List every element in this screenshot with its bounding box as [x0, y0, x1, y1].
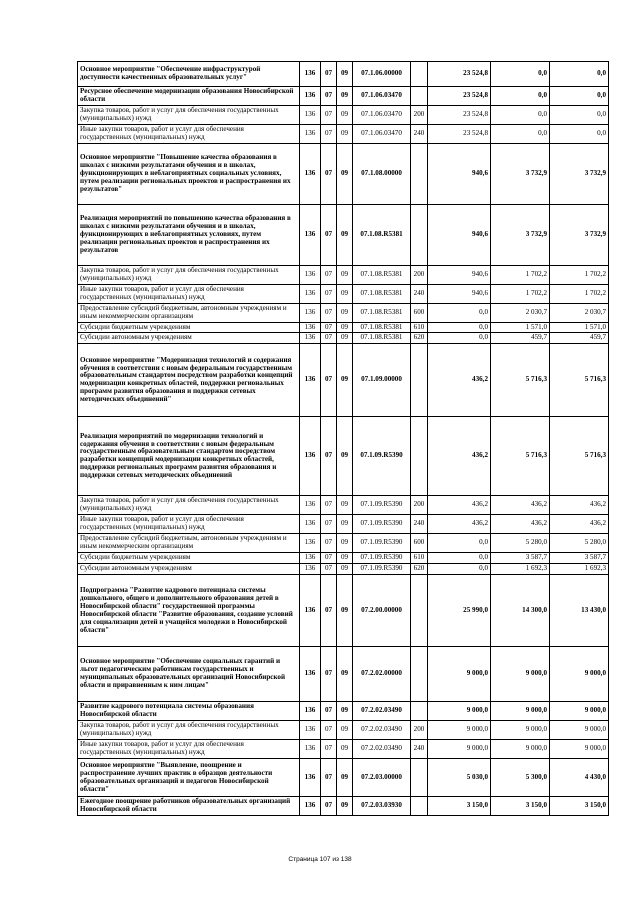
- section-code: 07: [321, 553, 337, 564]
- row-name: Субсидии бюджетным учреждениям: [78, 553, 300, 564]
- amount-year-1: 25 990,0: [428, 575, 491, 647]
- table-row: [78, 62, 609, 87]
- subsection-code: 09: [337, 721, 353, 740]
- table-row: [78, 702, 609, 721]
- amount-year-1: 0,0: [428, 553, 491, 564]
- amount-year-3: 1 571,0: [550, 322, 609, 333]
- target-article-code: 07.1.09.R5390: [353, 417, 411, 496]
- amount-year-1: 940,6: [428, 204, 491, 265]
- table-row: [78, 344, 609, 417]
- row-name: Подпрограмма "Развитие кадрового потенциала системы дошкольного, общего и дополнительного образования детей в Новосибирской области" государственной программы Новосибирской области "Развитие образования, создание условий для социализации детей и учащейся молодежи в Новосибирской области": [78, 575, 300, 647]
- table-row: [78, 124, 609, 143]
- expense-type-code: 200: [411, 265, 428, 284]
- amount-year-3: 9 000,0: [550, 647, 609, 702]
- subsection-code: 09: [337, 303, 353, 322]
- table-row: [78, 322, 609, 333]
- row-name: Иные закупки товаров, работ и услуг для обеспечения государственных (муниципальных) нужд: [78, 740, 300, 759]
- amount-year-2: 0,0: [491, 62, 550, 87]
- section-code: 07: [321, 740, 337, 759]
- expense-type-code: [411, 62, 428, 87]
- target-article-code: 07.1.09.R5390: [353, 515, 411, 534]
- ministry-code: 136: [300, 417, 321, 496]
- ministry-code: 136: [300, 647, 321, 702]
- amount-year-1: 9 000,0: [428, 740, 491, 759]
- table-row: [78, 534, 609, 553]
- section-code: 07: [321, 702, 337, 721]
- amount-year-2: 436,2: [491, 515, 550, 534]
- amount-year-1: 940,6: [428, 284, 491, 303]
- section-code: 07: [321, 344, 337, 417]
- ministry-code: 136: [300, 204, 321, 265]
- amount-year-1: 9 000,0: [428, 702, 491, 721]
- target-article-code: 07.2.02.03490: [353, 721, 411, 740]
- section-code: 07: [321, 303, 337, 322]
- subsection-code: 09: [337, 702, 353, 721]
- subsection-code: 09: [337, 417, 353, 496]
- amount-year-1: 0,0: [428, 333, 491, 344]
- table-row: [78, 496, 609, 515]
- section-code: 07: [321, 534, 337, 553]
- section-code: 07: [321, 204, 337, 265]
- row-name: Основное мероприятие "Модернизация технологий и содержания обучения в соответствии с новым федеральным государственным образовательным стандартом посредством разработки концепций модернизации конкретных областей, поддержки региональных программ развития образования и поддержки сетевых методических объединений": [78, 344, 300, 417]
- target-article-code: 07.1.08.R5381: [353, 204, 411, 265]
- amount-year-1: 436,2: [428, 496, 491, 515]
- ministry-code: 136: [300, 575, 321, 647]
- target-article-code: 07.1.08.R5381: [353, 322, 411, 333]
- table-row: [78, 553, 609, 564]
- subsection-code: 09: [337, 534, 353, 553]
- amount-year-3: 3 587,7: [550, 553, 609, 564]
- ministry-code: 136: [300, 721, 321, 740]
- row-name: Реализация мероприятий по повышению качества образования в школах с низкими результатами обучения и в школах, функционирующих в неблагоприятных условиях, путем реализации региональных проектов и распространения их результатов: [78, 204, 300, 265]
- expense-type-code: 240: [411, 515, 428, 534]
- amount-year-2: 3 150,0: [491, 797, 550, 816]
- amount-year-3: 2 030,7: [550, 303, 609, 322]
- amount-year-2: 5 716,3: [491, 417, 550, 496]
- amount-year-1: 0,0: [428, 322, 491, 333]
- expense-type-code: 240: [411, 284, 428, 303]
- budget-table-body: [78, 62, 609, 816]
- ministry-code: 136: [300, 564, 321, 575]
- amount-year-2: 3 732,9: [491, 204, 550, 265]
- subsection-code: 09: [337, 797, 353, 816]
- table-row: [78, 333, 609, 344]
- target-article-code: 07.1.06.03470: [353, 106, 411, 125]
- target-article-code: 07.2.02.03490: [353, 702, 411, 721]
- row-name: Ресурсное обеспечение модернизации образования Новосибирской области: [78, 87, 300, 106]
- section-code: 07: [321, 797, 337, 816]
- subsection-code: 09: [337, 496, 353, 515]
- amount-year-3: 0,0: [550, 87, 609, 106]
- subsection-code: 09: [337, 124, 353, 143]
- expense-type-code: [411, 143, 428, 204]
- subsection-code: 09: [337, 564, 353, 575]
- table-row: [78, 564, 609, 575]
- target-article-code: 07.1.08.R5381: [353, 265, 411, 284]
- expense-type-code: 200: [411, 721, 428, 740]
- section-code: 07: [321, 564, 337, 575]
- ministry-code: 136: [300, 322, 321, 333]
- row-name: Основное мероприятие "Повышение качества образования в школах с низкими результатами обучения и в школах, функционирующих в неблагоприятных социальных условиях, путем реализации региональных проектов и распространения их результатов": [78, 143, 300, 204]
- amount-year-1: 3 150,0: [428, 797, 491, 816]
- amount-year-1: 436,2: [428, 515, 491, 534]
- row-name: Закупка товаров, работ и услуг для обеспечения государственных (муниципальных) нужд: [78, 106, 300, 125]
- amount-year-2: 0,0: [491, 106, 550, 125]
- expense-type-code: 600: [411, 303, 428, 322]
- amount-year-1: 9 000,0: [428, 647, 491, 702]
- expense-type-code: [411, 647, 428, 702]
- subsection-code: 09: [337, 344, 353, 417]
- ministry-code: 136: [300, 62, 321, 87]
- expense-type-code: [411, 797, 428, 816]
- section-code: 07: [321, 515, 337, 534]
- section-code: 07: [321, 759, 337, 797]
- section-code: 07: [321, 322, 337, 333]
- table-row: [78, 143, 609, 204]
- amount-year-3: 436,2: [550, 496, 609, 515]
- target-article-code: 07.1.08.R5381: [353, 303, 411, 322]
- amount-year-2: 9 000,0: [491, 702, 550, 721]
- target-article-code: 07.1.08.00000: [353, 143, 411, 204]
- page-footer: Страница 107 из 138: [288, 856, 352, 863]
- table-row: [78, 284, 609, 303]
- expense-type-code: 610: [411, 322, 428, 333]
- amount-year-1: 5 030,0: [428, 759, 491, 797]
- amount-year-2: 3 732,9: [491, 143, 550, 204]
- target-article-code: 07.1.09.00000: [353, 344, 411, 417]
- subsection-code: 09: [337, 333, 353, 344]
- expense-type-code: 200: [411, 496, 428, 515]
- section-code: 07: [321, 124, 337, 143]
- amount-year-2: 1 702,2: [491, 265, 550, 284]
- expense-type-code: 200: [411, 106, 428, 125]
- row-name: Иные закупки товаров, работ и услуг для обеспечения государственных (муниципальных) нужд: [78, 124, 300, 143]
- amount-year-2: 14 300,0: [491, 575, 550, 647]
- table-row: [78, 721, 609, 740]
- amount-year-3: 5 716,3: [550, 344, 609, 417]
- amount-year-2: 3 587,7: [491, 553, 550, 564]
- table-row: [78, 106, 609, 125]
- amount-year-3: 9 000,0: [550, 740, 609, 759]
- ministry-code: 136: [300, 124, 321, 143]
- row-name: Предоставление субсидий бюджетным, автономным учреждениям и иным некоммерческим организациям: [78, 303, 300, 322]
- amount-year-1: 23 524,8: [428, 62, 491, 87]
- amount-year-2: 2 030,7: [491, 303, 550, 322]
- amount-year-3: 3 732,9: [550, 204, 609, 265]
- amount-year-1: 436,2: [428, 344, 491, 417]
- amount-year-3: 3 732,9: [550, 143, 609, 204]
- target-article-code: 07.2.00.00000: [353, 575, 411, 647]
- amount-year-3: 5 716,3: [550, 417, 609, 496]
- table-row: [78, 515, 609, 534]
- amount-year-3: 0,0: [550, 106, 609, 125]
- amount-year-2: 5 300,0: [491, 759, 550, 797]
- subsection-code: 09: [337, 647, 353, 702]
- amount-year-3: 0,0: [550, 62, 609, 87]
- amount-year-3: 0,0: [550, 124, 609, 143]
- amount-year-1: 940,6: [428, 265, 491, 284]
- row-name: Закупка товаров, работ и услуг для обеспечения государственных (муниципальных) нужд: [78, 496, 300, 515]
- amount-year-3: 1 692,3: [550, 564, 609, 575]
- expense-type-code: [411, 417, 428, 496]
- amount-year-1: 940,6: [428, 143, 491, 204]
- subsection-code: 09: [337, 759, 353, 797]
- row-name: Закупка товаров, работ и услуг для обеспечения государственных (муниципальных) нужд: [78, 265, 300, 284]
- amount-year-3: 4 430,0: [550, 759, 609, 797]
- subsection-code: 09: [337, 515, 353, 534]
- amount-year-2: 9 000,0: [491, 721, 550, 740]
- table-row: [78, 647, 609, 702]
- table-row: [78, 303, 609, 322]
- ministry-code: 136: [300, 333, 321, 344]
- table-row: [78, 797, 609, 816]
- ministry-code: 136: [300, 702, 321, 721]
- amount-year-1: 9 000,0: [428, 721, 491, 740]
- section-code: 07: [321, 284, 337, 303]
- table-row: [78, 575, 609, 647]
- expense-type-code: [411, 87, 428, 106]
- section-code: 07: [321, 417, 337, 496]
- subsection-code: 09: [337, 87, 353, 106]
- amount-year-2: 9 000,0: [491, 740, 550, 759]
- table-row: [78, 759, 609, 797]
- subsection-code: 09: [337, 575, 353, 647]
- amount-year-2: 0,0: [491, 87, 550, 106]
- amount-year-2: 0,0: [491, 124, 550, 143]
- row-name: Субсидии автономным учреждениям: [78, 333, 300, 344]
- row-name: Основное мероприятие "Выявление, поощрение и распространение лучших практик в образцов деятельности образовательных организаций и педагогов Новосибирской области": [78, 759, 300, 797]
- expense-type-code: 240: [411, 124, 428, 143]
- ministry-code: 136: [300, 265, 321, 284]
- row-name: Основное мероприятие "Обеспечение социальных гарантий и льгот педагогическим работникам государственных и муниципальных образовательных организаций Новосибирской области и приравненным к ним лицам": [78, 647, 300, 702]
- row-name: Ежегодное поощрение работников образовательных организаций Новосибирской области: [78, 797, 300, 816]
- subsection-code: 09: [337, 322, 353, 333]
- row-name: Основное мероприятие "Обеспечение инфраструктурой доступности качественных образовательных услуг": [78, 62, 300, 87]
- ministry-code: 136: [300, 303, 321, 322]
- amount-year-1: 0,0: [428, 564, 491, 575]
- row-name: Предоставление субсидий бюджетным, автономным учреждениям и иным некоммерческим организациям: [78, 534, 300, 553]
- row-name: Субсидии автономным учреждениям: [78, 564, 300, 575]
- table-row: [78, 417, 609, 496]
- ministry-code: 136: [300, 87, 321, 106]
- table-row: [78, 740, 609, 759]
- amount-year-3: 13 430,0: [550, 575, 609, 647]
- amount-year-3: 9 000,0: [550, 721, 609, 740]
- subsection-code: 09: [337, 553, 353, 564]
- target-article-code: 07.1.06.03470: [353, 124, 411, 143]
- subsection-code: 09: [337, 143, 353, 204]
- target-article-code: 07.2.02.00000: [353, 647, 411, 702]
- amount-year-2: 1 571,0: [491, 322, 550, 333]
- subsection-code: 09: [337, 62, 353, 87]
- amount-year-1: 0,0: [428, 534, 491, 553]
- ministry-code: 136: [300, 553, 321, 564]
- target-article-code: 07.1.09.R5390: [353, 534, 411, 553]
- table-row: [78, 204, 609, 265]
- target-article-code: 07.1.08.R5381: [353, 333, 411, 344]
- target-article-code: 07.2.02.03490: [353, 740, 411, 759]
- row-name: Реализация мероприятий по модернизации технологий и содержания обучения в соответствии с новым федеральным государственным образовательным стандартом посредством разработки концепций модернизации конкретных областей, поддержки региональных программ развития образования и поддержки сетевых методических объединений: [78, 417, 300, 496]
- target-article-code: 07.2.03.03930: [353, 797, 411, 816]
- amount-year-1: 23 524,8: [428, 124, 491, 143]
- expense-type-code: [411, 759, 428, 797]
- amount-year-2: 436,2: [491, 496, 550, 515]
- expense-type-code: [411, 204, 428, 265]
- amount-year-1: 0,0: [428, 303, 491, 322]
- amount-year-1: 436,2: [428, 417, 491, 496]
- amount-year-3: 9 000,0: [550, 702, 609, 721]
- expense-type-code: [411, 344, 428, 417]
- amount-year-2: 459,7: [491, 333, 550, 344]
- expense-type-code: 620: [411, 564, 428, 575]
- ministry-code: 136: [300, 496, 321, 515]
- ministry-code: 136: [300, 143, 321, 204]
- expense-type-code: 610: [411, 553, 428, 564]
- ministry-code: 136: [300, 740, 321, 759]
- section-code: 07: [321, 62, 337, 87]
- expense-type-code: [411, 702, 428, 721]
- amount-year-3: 1 702,2: [550, 284, 609, 303]
- target-article-code: 07.1.06.00000: [353, 62, 411, 87]
- section-code: 07: [321, 496, 337, 515]
- amount-year-1: 23 524,8: [428, 87, 491, 106]
- subsection-code: 09: [337, 284, 353, 303]
- section-code: 07: [321, 106, 337, 125]
- amount-year-3: 436,2: [550, 515, 609, 534]
- amount-year-2: 1 692,3: [491, 564, 550, 575]
- target-article-code: 07.2.03.00000: [353, 759, 411, 797]
- target-article-code: 07.1.09.R5390: [353, 564, 411, 575]
- ministry-code: 136: [300, 344, 321, 417]
- section-code: 07: [321, 575, 337, 647]
- section-code: 07: [321, 87, 337, 106]
- ministry-code: 136: [300, 534, 321, 553]
- subsection-code: 09: [337, 740, 353, 759]
- subsection-code: 09: [337, 204, 353, 265]
- row-name: Субсидии бюджетным учреждениям: [78, 322, 300, 333]
- expense-type-code: 600: [411, 534, 428, 553]
- amount-year-1: 23 524,8: [428, 106, 491, 125]
- amount-year-2: 5 716,3: [491, 344, 550, 417]
- subsection-code: 09: [337, 106, 353, 125]
- table-row: [78, 265, 609, 284]
- expense-type-code: 620: [411, 333, 428, 344]
- budget-table: [77, 61, 609, 816]
- target-article-code: 07.1.06.03470: [353, 87, 411, 106]
- section-code: 07: [321, 143, 337, 204]
- section-code: 07: [321, 265, 337, 284]
- ministry-code: 136: [300, 797, 321, 816]
- section-code: 07: [321, 647, 337, 702]
- expense-type-code: 240: [411, 740, 428, 759]
- ministry-code: 136: [300, 106, 321, 125]
- section-code: 07: [321, 333, 337, 344]
- amount-year-2: 1 702,2: [491, 284, 550, 303]
- amount-year-3: 3 150,0: [550, 797, 609, 816]
- ministry-code: 136: [300, 284, 321, 303]
- subsection-code: 09: [337, 265, 353, 284]
- target-article-code: 07.1.08.R5381: [353, 284, 411, 303]
- amount-year-2: 5 280,0: [491, 534, 550, 553]
- section-code: 07: [321, 721, 337, 740]
- target-article-code: 07.1.09.R5390: [353, 496, 411, 515]
- row-name: Иные закупки товаров, работ и услуг для обеспечения государственных (муниципальных) нужд: [78, 284, 300, 303]
- amount-year-2: 9 000,0: [491, 647, 550, 702]
- target-article-code: 07.1.09.R5390: [353, 553, 411, 564]
- row-name: Развитие кадрового потенциала системы образования Новосибирской области: [78, 702, 300, 721]
- expense-type-code: [411, 575, 428, 647]
- amount-year-3: 459,7: [550, 333, 609, 344]
- ministry-code: 136: [300, 515, 321, 534]
- budget-table-container: [77, 61, 608, 816]
- ministry-code: 136: [300, 759, 321, 797]
- amount-year-3: 1 702,2: [550, 265, 609, 284]
- row-name: Закупка товаров, работ и услуг для обеспечения государственных (муниципальных) нужд: [78, 721, 300, 740]
- amount-year-3: 5 280,0: [550, 534, 609, 553]
- table-row: [78, 87, 609, 106]
- row-name: Иные закупки товаров, работ и услуг для обеспечения государственных (муниципальных) нужд: [78, 515, 300, 534]
